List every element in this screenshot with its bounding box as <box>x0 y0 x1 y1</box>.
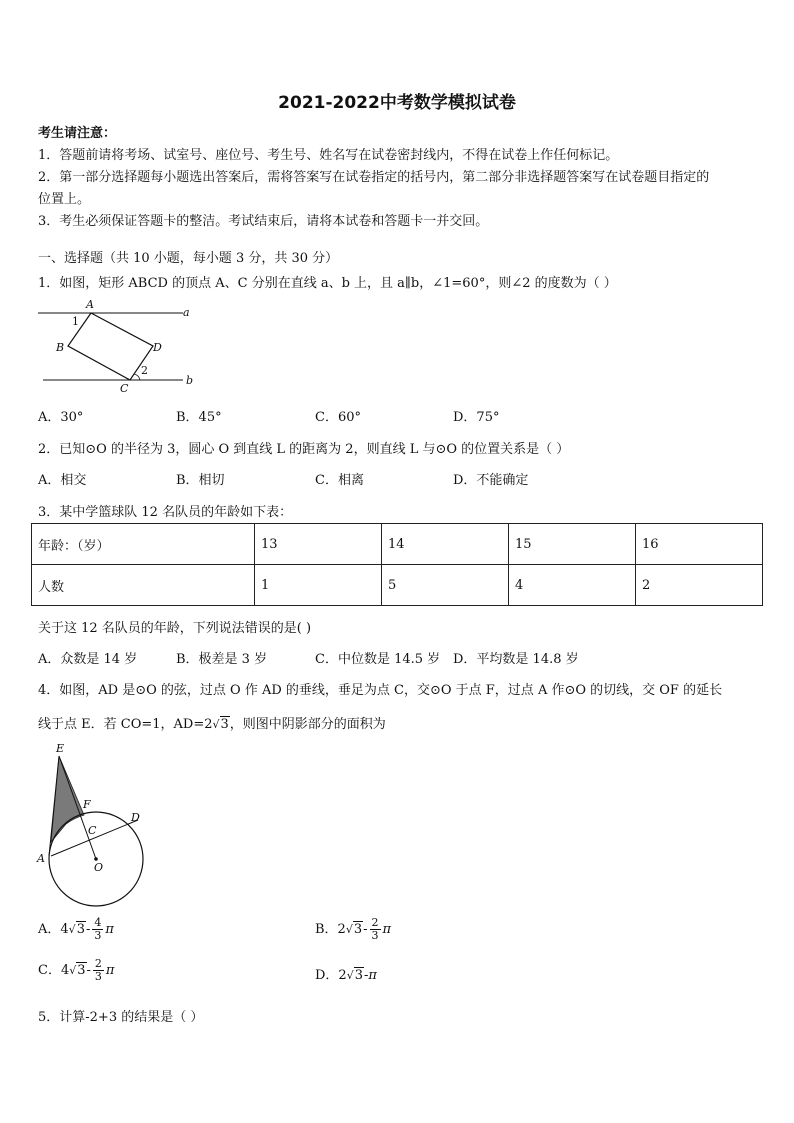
fraction: $\frac{2}{3}$ <box>371 916 379 942</box>
table-cell: 1 <box>255 565 382 606</box>
label-c-vertex: C <box>120 382 129 395</box>
label-o: O <box>94 861 104 874</box>
q4-stem-line2-post: ，则图中阴影部分的面积为 <box>229 717 386 732</box>
q4-stem-line2-pre: 线于点 E．若 CO=1，AD=2 <box>38 717 213 732</box>
label-f: F <box>83 798 91 811</box>
q2-option-d: D．不能确定 <box>453 473 529 488</box>
table-row <box>32 524 763 565</box>
q4-stem-line1: 4．如图，AD 是⊙O 的弦，过点 O 作 AD 的垂线，垂足为点 C，交⊙O 于点 F，过点 A 作⊙O 的切线，交 OF 的延长 <box>38 683 723 698</box>
fraction: $\frac{2}{3}$ <box>94 957 102 983</box>
label-a: A <box>37 852 45 865</box>
table-cell: 13 <box>255 524 382 565</box>
q2-option-b: B．相切 <box>176 473 225 488</box>
fraction: $\frac{4}{3}$ <box>94 916 102 942</box>
label-d: D <box>131 811 140 824</box>
age-table <box>31 523 763 606</box>
q1-stem: 1．如图，矩形 ABCD 的顶点 A、C 分别在直线 a、b 上，且 a∥b，∠1=60°，则∠2 的度数为（ ） <box>38 276 617 291</box>
q4-figure <box>34 742 154 912</box>
table-cell: 人数 <box>32 565 255 606</box>
table-cell: 5 <box>382 565 509 606</box>
label-line-a: a <box>183 306 190 319</box>
q2-option-c: C．相离 <box>315 473 364 488</box>
notice-item-3: 3．考生必须保证答题卡的整洁。考试结束后，请将本试卷和答题卡一并交回。 <box>38 214 489 229</box>
label-b-vertex: B <box>56 341 65 354</box>
table-cell: 年龄：（岁） <box>32 524 255 565</box>
q1-option-b: B．45° <box>176 410 222 425</box>
shaded-region <box>51 756 84 842</box>
table-cell: 2 <box>636 565 763 606</box>
q4-stem-line2: 线于点 E．若 CO=1，AD=2√3，则图中阴影部分的面积为 <box>38 717 386 732</box>
label-d-vertex: D <box>153 341 162 354</box>
notice-item-2-cont: 位置上。 <box>38 192 91 207</box>
q4-option-a: A．4√3- $\frac{4}{3}$ π <box>38 916 114 942</box>
q2-stem: 2．已知⊙O 的半径为 3，圆心 O 到直线 L 的距离为 2，则直线 L 与⊙O 的位置关系是（ ） <box>38 442 570 457</box>
notice-item-1: 1．答题前请将考场、试室号、座位号、考生号、姓名写在试卷密封线内，不得在试卷上作任何标记。 <box>38 148 619 163</box>
notice-heading: 考生请注意： <box>38 126 117 141</box>
notice-item-2: 2．第一部分选择题每小题选出答案后，需将答案写在试卷指定的括号内，第二部分非选择题答案写在试卷题目指定的 <box>38 170 710 185</box>
table-row <box>32 565 763 606</box>
q1-option-c: C．60° <box>315 410 361 425</box>
table-cell: 15 <box>509 524 636 565</box>
label-angle-1: 1 <box>72 315 79 328</box>
label-c: C <box>88 824 97 837</box>
q1-option-a: A．30° <box>38 410 84 425</box>
q2-option-a: A．相交 <box>38 473 87 488</box>
table-cell: 14 <box>382 524 509 565</box>
q3-stem: 3．某中学篮球队 12 名队员的年龄如下表： <box>38 505 293 520</box>
q4-option-c: C．4√3- $\frac{2}{3}$ π <box>38 957 115 983</box>
q3-question: 关于这 12 名队员的年龄，下列说法错误的是( ) <box>38 621 312 636</box>
q4-stem-root: 3 <box>220 717 229 732</box>
q1-figure <box>38 298 198 396</box>
q3-option-d: D．平均数是 14.8 岁 <box>453 652 579 667</box>
page-title: 2021-2022中考数学模拟试卷 <box>278 93 516 113</box>
table-cell: 16 <box>636 524 763 565</box>
q3-option-b: B．极差是 3 岁 <box>176 652 268 667</box>
q1-option-d: D．75° <box>453 410 500 425</box>
q4-option-b: B．2√3- $\frac{2}{3}$ π <box>315 916 392 942</box>
label-line-b: b <box>186 374 194 387</box>
label-angle-2: 2 <box>141 364 148 377</box>
q5-stem: 5．计算-2+3 的结果是（ ） <box>38 1010 204 1025</box>
label-e: E <box>56 742 65 755</box>
q3-option-a: A．众数是 14 岁 <box>38 652 138 667</box>
table-cell: 4 <box>509 565 636 606</box>
q4-option-d: D．2√3-π <box>315 968 377 983</box>
section-heading: 一、选择题（共 10 小题，每小题 3 分，共 30 分） <box>38 251 339 266</box>
q3-option-c: C．中位数是 14.5 岁 <box>315 652 441 667</box>
label-a-vertex: A <box>86 298 94 311</box>
